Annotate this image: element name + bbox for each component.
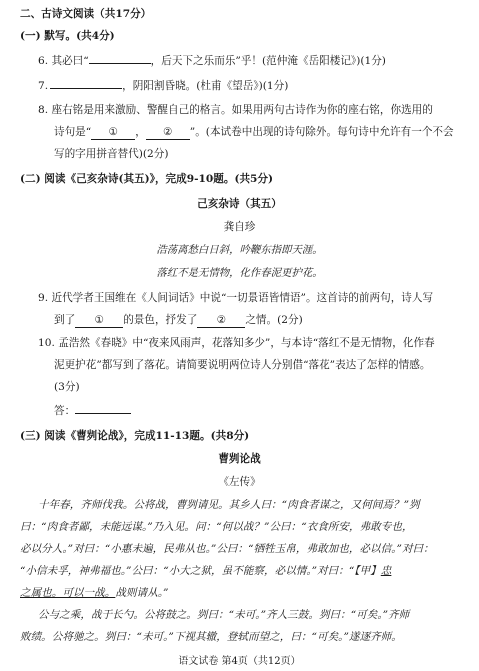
classical-text-line-7: 败绩。公将驰之。刿曰：“未可。”下视其辙，登轼而望之，曰：“可矣。”遂逐齐师。 xyxy=(20,631,402,643)
q8-blank-2[interactable]: ② xyxy=(146,126,190,140)
classical-text-line-2: 曰：“肉食者鄙，未能远谋。”乃入见。问：“何以战？”公曰：“衣食所安，弗敢专也， xyxy=(20,521,413,533)
poem-line-2: 落红不是无情物，化作春泥更护花。 xyxy=(156,267,323,279)
classical-text-line-5: 之属也。可以一战。战则请从。” xyxy=(20,587,169,599)
question-7: 7. ，阴阳割昏晓。(杜甫《望岳》)(1分) xyxy=(38,80,289,92)
question-8-line-2: 诗句是“ ① ， ② ”。(本试卷中出现的诗句除外。每句诗中允许有一个不会 xyxy=(54,126,454,140)
answer-line: 答： xyxy=(54,405,131,418)
question-9-line-2: 到了 ① 的景色，抒发了 ② 之情。(2分) xyxy=(54,314,303,328)
q9-blank-2[interactable]: ② xyxy=(197,314,245,328)
classical-text-line-1: 十年春，齐师伐我。公将战，曹刿请见。其乡人曰：“肉食者谋之，又何间焉？”刿 xyxy=(38,499,420,511)
question-8-line-1: 8. 座右铭是用来激励、警醒自己的格言。如果用两句古诗作为你的座右铭，你选用的 xyxy=(38,104,433,116)
part-1-heading: (一) 默写。(共4分) xyxy=(20,30,115,42)
q8-blank-1[interactable]: ① xyxy=(91,126,135,140)
q6-blank[interactable] xyxy=(89,63,151,64)
q6-text-a: 6. 其必曰“ xyxy=(38,55,89,67)
classical-text-line-6: 公与之乘，战于长勺。公将鼓之。刿曰：“未可。”齐人三鼓。刿曰：“可矣。”齐师 xyxy=(38,609,410,621)
part-3-heading: (三) 阅读《曹刿论战》，完成11-13题。(共8分) xyxy=(20,430,250,442)
question-10-line-1: 10. 孟浩然《春晓》中“夜来风雨声，花落知多少”，与本诗“落红不是无情物，化作春 xyxy=(38,337,435,349)
section-2-title: 二、古诗文阅读（共17分） xyxy=(20,8,152,20)
text-source: 《左传》 xyxy=(218,476,261,488)
text-title: 曹刿论战 xyxy=(218,453,261,465)
question-9-line-1: 9. 近代学者王国维在《人间词话》中说“一切景语皆情语”。这首诗的前两句，诗人写 xyxy=(38,292,434,304)
poem-author: 龚自珍 xyxy=(223,221,256,233)
q6-text-b: ，后天下之乐而乐”乎！(范仲淹《岳阳楼记》)(1分) xyxy=(150,55,386,67)
question-6 xyxy=(38,55,386,68)
page-footer: 语文试卷 第4页（共12页） xyxy=(178,656,301,667)
classical-text-line-4: “小信未孚，神弗福也。”公曰：“小大之狱，虽不能察，必以情。”对曰：“【甲】忠 xyxy=(20,565,392,577)
question-10-line-2: 泥更护花”都写到了落花。请简要说明两位诗人分别借“落花”表达了怎样的情感。 xyxy=(54,359,431,371)
q7-blank[interactable] xyxy=(50,88,122,89)
q9-blank-1[interactable]: ① xyxy=(75,314,123,328)
poem-title: 己亥杂诗（其五） xyxy=(197,198,282,210)
question-8-line-3: 写的字用拼音替代)(2分) xyxy=(54,148,169,160)
question-10-line-3: (3分) xyxy=(54,381,80,393)
q7-text: ，阴阳割昏晓。(杜甫《望岳》)(1分) xyxy=(122,80,289,92)
classical-text-line-3: 必以分人。”对曰：“小惠未遍，民弗从也。”公曰：“牺牲玉帛，弗敢加也，必以信。”对曰： xyxy=(20,543,434,555)
answer-blank[interactable] xyxy=(75,413,131,414)
part-2-heading: (二) 阅读《己亥杂诗(其五)》，完成9-10题。(共5分) xyxy=(20,173,274,185)
poem-line-1: 浩荡离愁白日斜，吟鞭东指即天涯。 xyxy=(156,244,323,256)
